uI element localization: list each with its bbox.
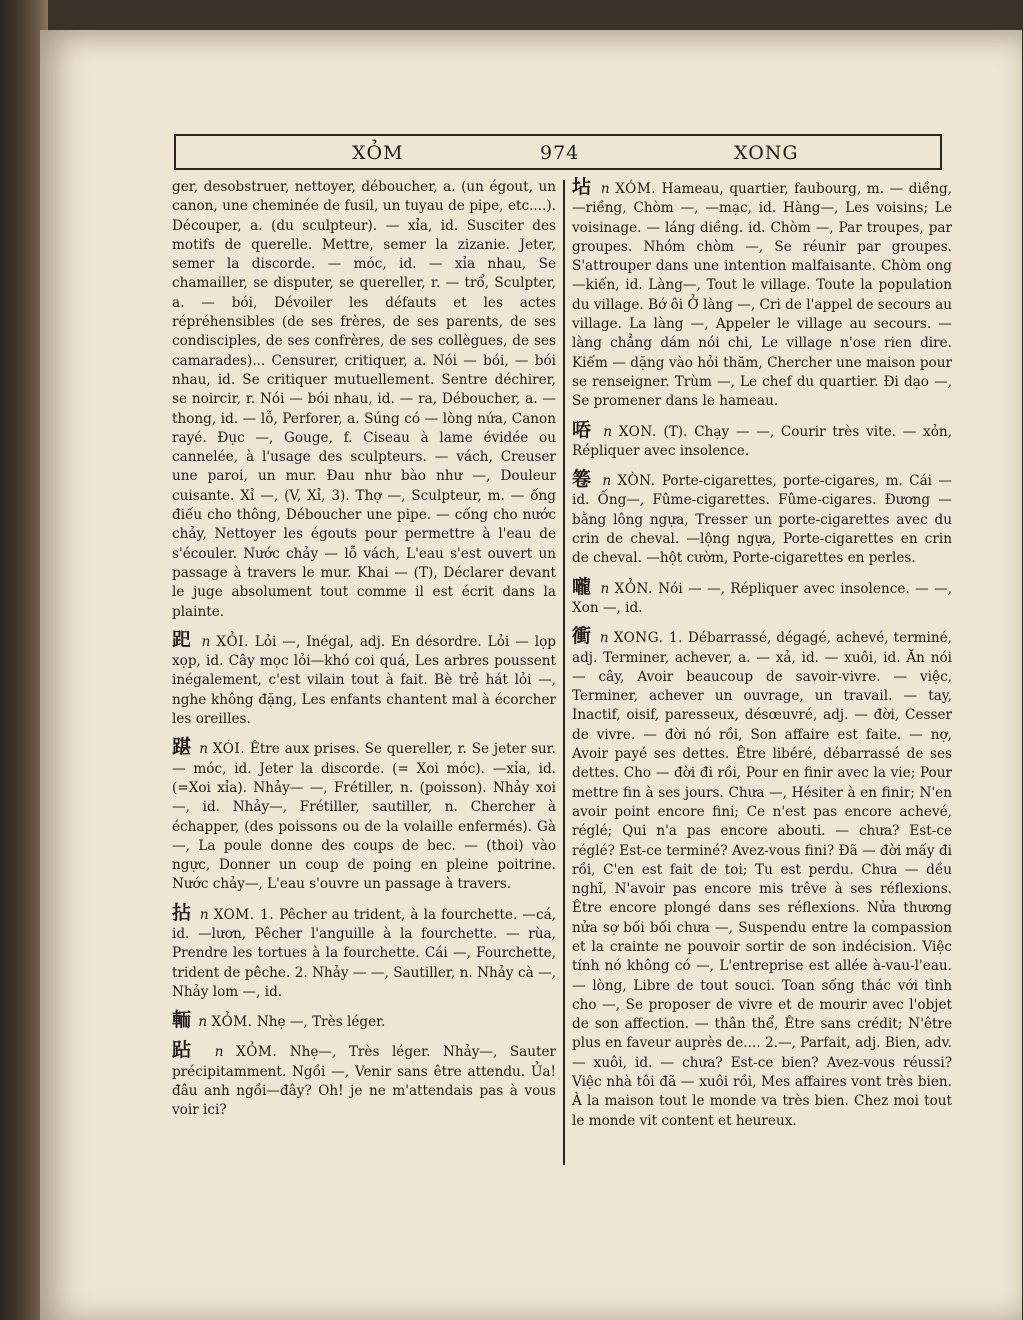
entry-hanzi: 跕 [172, 1039, 200, 1062]
running-header [174, 134, 942, 170]
entry-xon-3 [572, 575, 952, 619]
entry-hanzi: 𧿆 [172, 628, 193, 651]
entry-pos: n [199, 741, 209, 758]
column-divider [563, 180, 565, 1165]
entry-xon-2 [572, 470, 952, 568]
entry-headword: XÓI. [212, 741, 246, 758]
entry-xong [572, 627, 952, 1131]
entry-xom-3 [172, 1041, 556, 1120]
entry-pos: n [603, 423, 612, 440]
entry-pos: n [600, 181, 610, 197]
entry-headword: XÓM. [615, 181, 657, 197]
entry-definition: Débarrassé, dégagé, achevé, terminé, adj. Terminer, achever, a. — xả, id. — xuôi, id. Ăn nói — cây, Avoir beaucoup de savoir-vivre. — việc, Terminer, achever un ouvrage, un travail. — tay, Inactif, oisif, paresseux, désœuvré, adj. — đời, Cesser de vivre. — đời nó rồi, Son affaire est faite. — nợ, Avoir payé ses dettes. Être libéré, débarrassé de ses dettes. Cho — đời đi rồi, Pour en finir avec la vie; Pour mettre fin à ses jours. Chưa —, Hésiter à en finir; N'en avoir point encore fini; Ce n'est pas encore achevé, réglé; Qui n'a pas encore abouti. — chưa? Est-ce réglé? Est-ce terminé? Avez-vous fini? Đã — đời mấy đi rồi, C'en est fait de toi; Tu est perdu. Chưa — dều nghĩ, N'avoir pas encore mis trêve à ses réflexions. Être encore plongé dans ses réflexions. Nửa thương nửa sợ bối bối chưa —, Suspendu entre la compassion et la crainte ne pouvoir sortir de son indécision. Việc tính nó không có —, L'entreprise est allée à-vau-l'eau. — lòng, Libre de tout souci. Toan sống thác với tình cho —, Se proposer de vivre et de mourir avec l'objet de son affection. — thân thể, Être sans crédit; N'être plus en faveur auprès de.... 2.—, Parfait, adj. Bien, adv. — xuôi, id. — chưa? Est-ce bien? Avez-vous réussi? Việc nhà tôi đã — xuôi rồi, Mes affaires vont très bien. À la maison tout le monde va très bien. Chez moi tout le monde vit content et heureux. [572, 630, 953, 1129]
entry-pos: n [602, 473, 612, 490]
entry-headword: XỎM. [236, 1044, 278, 1061]
entry-headword: XỎI. [216, 633, 249, 650]
entry-hanzi: 箞 [572, 468, 594, 491]
entry-pos: n [214, 1044, 224, 1061]
entry-xom-hamlet [572, 178, 952, 412]
entry-pos: n [198, 1014, 208, 1031]
entry-headword: XÒN. [617, 473, 656, 490]
entry-hanzi: 拈 [172, 901, 192, 924]
entry-pos: n [201, 633, 211, 650]
entry-definition: Nhẹ—, Très léger. Nhảy—, Sauter précipitamment. Ngồi —, Venir sans être attendu. Ủa! đâu anh ngồi—đây? Oh! je ne m'attendais pas à vous voir ici? [172, 1044, 557, 1119]
entry-hanzi: 嚨 [572, 575, 593, 598]
entry-definition: Nhẹ —, Très léger. [256, 1014, 386, 1031]
continued-text: ger, desobstruer, nettoyer, déboucher, a. (un égout, un canon, une cheminée de fusil, un tuyau de pipe, etc....). Découper, a. (du sculpteur). — xỉa, id. Susciter des motifs de querelle. Mettre, semer la zizanie. Jeter, semer la discorde. — móc, id. — xỉa nhau, Se chamailler, se disputer, se quereller, r. — trổ, Sculpter, a. — bói, Dévoiler les défauts et les actes répréhensibles (de ses frères, de ses parents, de ses condisciples, de ses confrères, de ses collègues, de ses camarades)... Censurer, critiquer, a. Nói — bói, — bói nhau, id. Se critiquer mutuellement. Sentre déchirer, se noircir, r. Nói — bói nhau, id. — ra, Déboucher, a. — thong, id. — lỗ, Perforer, a. Súng có — lòng nứa, Canon rayé. Đục —, Gouge, f. Ciseau à lame évidée ou cannelée, à l'usage des sculpteurs. — vách, Creuser une paroi, un mur. Đau như bào như —, Douleur cuisante. Xỉ —, (V, Xỉ, 3). Thợ —, Sculpteur, m. — ống điếu cho thông, Déboucher une pipe. — cống cho nước chảy, Nettoyer les égouts pour permettre à l'eau de s'écouler. Nước chảy — lỗ vách, L'eau s'est ouvert un passage à travers le mur. Khai — (T), Déclarer devant le juge absolument tout comme il est écrit dans la plainte. [172, 179, 556, 620]
entry-xoi-2 [172, 738, 556, 894]
page-number: 974 [540, 142, 580, 164]
entry-headword: XON. [618, 423, 657, 440]
left-column [172, 178, 556, 1121]
entry-pos: n [199, 906, 209, 923]
entry-xom-1 [172, 901, 557, 1002]
entry-definition: Lỏi —, Inégal, adj. En désordre. Lỏi — lọp xọp, id. Cây mọc lỏi—khó coi quá, Les arbres poussent inégalement, c'est vilain tout à fait. Bè trẻ hát lỏi —, nghe không đặng, Les enfants chantent mal à écorcher les oreilles. [172, 633, 556, 728]
entry-hanzi: 㖔 [572, 418, 594, 441]
entry-definition: Hameau, quartier, faubourg, m. — diềng, —riềng, Chòm —, —mạc, id. Hàng—, Les voisins; Le voisinage. — láng diềng. id. Chòm —, Par troupes, par groupes. Nhóm chòm —, Se réunir par groupes. S'attrouper dans une intention malfaisante. Chòm ong —kiến, id. Làng—, Tout le village. Toute la population du village. Bớ ôi Ở làng —, Cri de l'appel de secours au village. La làng —, Appeler le village au secours. — làng chẳng dám nói chi, Le village n'ose rien dire. Kiếm — dặng vào hỏi thăm, Chercher une maison pour se renseigner. Trùm —, Le chef du quartier. Đi dạo —, Se promener dans le hameau. [572, 181, 952, 410]
entry-hanzi: 衝 [572, 625, 592, 648]
entry-definition: Porte-cigarettes, porte-cigares, m. Cái —id. Ống—, Fûme-cigarettes. Fûme-cigares. Đương —bằng lông ngựa, Tresser un porte-cigarettes avec du crin de cheval. —lộng ngựa, Porte-cigarettes en crin de cheval. —hột cườm, Porte-cigarettes en perles. [572, 473, 952, 567]
entry-definition: (T). Chạy — —, Courir très vite. — xỏn, Répliquer avec insolence. [572, 423, 952, 459]
entry-hanzi: 坫 [572, 176, 593, 198]
entry-hanzi: 踸 [172, 736, 192, 759]
entry-headword: XONG. 1. [613, 630, 683, 647]
entry-pos: n [599, 630, 609, 647]
entry-definition: Nói — —, Répliquer avec insolence. — —, Xon —, id. [572, 580, 952, 616]
entry-headword: XOM. 1. [213, 906, 275, 923]
entry-xom-2 [172, 1011, 556, 1032]
entry-definition: Pêcher au trident, à la fourchette. —cá, id. —lươn, Pêcher l'anguille à la fourchette. — rùa, Prendre les tortues à la fourchette. Cái —, Fourchette, trident de pêche. 2. Nhảy — —, Sautiller, n. Nhảy cà —, Nhảy lom —, id. [172, 906, 557, 1000]
entry-headword: XỎM. [211, 1014, 253, 1031]
entry-definition: Être aux prises. Se quereller, r. Se jeter sur. — móc, id. Jeter la discorde. (= Xoi móc). —xỉa, id. (=Xoi xỉa). Nhảy— —, Frétiller, n. (poisson). Nhảy xoi —, id. Nhảy—, Frétiller, sautiller, n. Chercher à échapper, (des poissons ou de la volaille enfermés). Gà—, La poule donne des coups de bec. — (thoi) vào ngực, Donner un coup de poing en pleine poitrine. Nước chảy—, L'eau s'ouvre un passage à travers. [172, 741, 556, 893]
right-guide-word: XONG [734, 142, 799, 164]
right-column [572, 178, 952, 1131]
entry-xoi-1 [172, 628, 556, 729]
entry-pos: n [600, 580, 610, 597]
left-guide-word: XỎM [352, 142, 404, 164]
entry-xon [572, 418, 952, 462]
entry-headword: XỎN. [614, 580, 653, 597]
entry-hanzi: 輀 [172, 1009, 192, 1032]
